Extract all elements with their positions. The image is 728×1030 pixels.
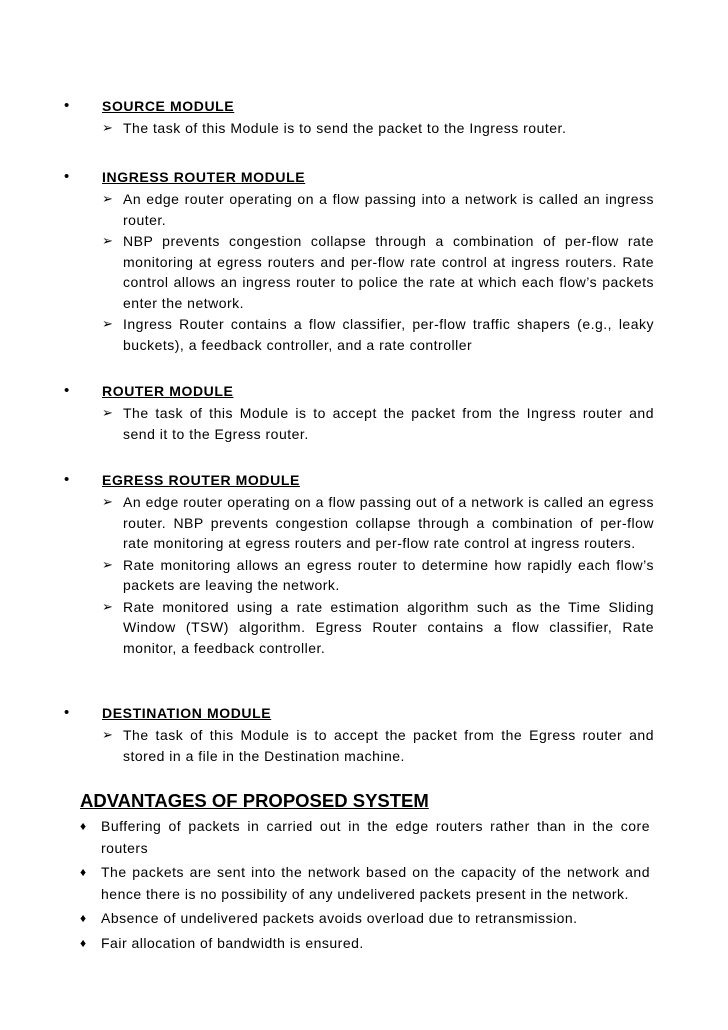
item-text: An edge router operating on a flow passing into a network is called an ingress router. bbox=[123, 191, 654, 228]
source-module-section bbox=[64, 96, 654, 140]
item-text: Absence of undelivered packets avoids overload due to retransmission. bbox=[101, 910, 578, 926]
advantages-heading: ADVANTAGES OF PROPOSED SYSTEM bbox=[80, 790, 429, 811]
item-text: The task of this Module is to accept the packet from the Egress router and stored in a file in the Destination machine. bbox=[123, 727, 654, 764]
list-item bbox=[64, 189, 654, 230]
bullet-icon: • bbox=[64, 471, 70, 488]
arrow-bullet-icon: ➢ bbox=[102, 316, 113, 331]
list-item bbox=[80, 816, 650, 859]
bullet-icon: • bbox=[64, 97, 70, 114]
arrow-bullet-icon: ➢ bbox=[102, 556, 113, 572]
item-text: The task of this Module is to send the packet to the Ingress router. bbox=[123, 120, 567, 136]
list-item bbox=[64, 597, 654, 659]
diamond-bullet-icon: ♦ bbox=[80, 911, 87, 925]
list-item bbox=[64, 555, 654, 596]
item-text: The task of this Module is to accept the packet from the Ingress router and send it to the Egress router. bbox=[123, 405, 654, 442]
arrow-bullet-icon: ➢ bbox=[102, 494, 113, 509]
destination-module-section bbox=[64, 703, 654, 767]
item-text: NBP prevents congestion collapse through a combination of per-flow rate monitoring at egress routers and per-flow rate control at ingress routers. Rate control allows an ingress router to police the rate at which each flow’s packets enter the network. bbox=[123, 233, 654, 311]
list-item bbox=[64, 725, 654, 766]
ingress-router-module-section bbox=[64, 167, 654, 356]
router-module-section bbox=[64, 381, 654, 445]
item-text: The packets are sent into the network based on the capacity of the network and hence there is no possibility of any undelivered packets present in the network. bbox=[101, 864, 650, 902]
bullet-icon: • bbox=[64, 168, 70, 185]
list-item bbox=[64, 403, 654, 444]
arrow-bullet-icon: ➢ bbox=[102, 120, 113, 135]
arrow-bullet-icon: ➢ bbox=[102, 598, 113, 614]
item-text: An edge router operating on a flow passing out of a network is called an egress router. NBP prevents congestion collapse through a combination of per-flow rate monitoring at egress routers and per-flow rate control at ingress routers. bbox=[123, 494, 654, 551]
list-item bbox=[80, 933, 650, 955]
arrow-bullet-icon: ➢ bbox=[102, 191, 113, 206]
diamond-bullet-icon: ♦ bbox=[80, 935, 87, 950]
item-text: Buffering of packets in carried out in the edge routers rather than in the core routers bbox=[101, 818, 650, 856]
list-item bbox=[64, 231, 654, 313]
module-title: ROUTER MODULE bbox=[102, 383, 234, 399]
module-title: INGRESS ROUTER MODULE bbox=[102, 169, 306, 185]
module-title: EGRESS ROUTER MODULE bbox=[102, 472, 300, 488]
bullet-icon: • bbox=[64, 704, 70, 721]
item-text: Rate monitored using a rate estimation algorithm such as the Time Sliding Window (TSW) algorithm. Egress Router contains a flow classifier, Rate monitor, a feedback controller. bbox=[123, 598, 654, 656]
list-item bbox=[64, 118, 654, 139]
item-text: Fair allocation of bandwidth is ensured. bbox=[101, 934, 364, 951]
egress-router-module-section bbox=[64, 470, 654, 659]
arrow-bullet-icon: ➢ bbox=[102, 233, 113, 248]
module-title: SOURCE MODULE bbox=[102, 98, 235, 114]
module-title: DESTINATION MODULE bbox=[102, 705, 272, 721]
list-item bbox=[80, 908, 650, 930]
advantages-list bbox=[80, 816, 650, 957]
bullet-icon: • bbox=[64, 382, 70, 399]
arrow-bullet-icon: ➢ bbox=[102, 405, 113, 420]
diamond-bullet-icon: ♦ bbox=[80, 819, 87, 833]
list-item bbox=[64, 314, 654, 355]
item-text: Rate monitoring allows an egress router to determine how rapidly each flow’s packets are leaving the network. bbox=[123, 556, 654, 593]
list-item bbox=[80, 862, 650, 905]
list-item bbox=[64, 492, 654, 554]
diamond-bullet-icon: ♦ bbox=[80, 865, 87, 879]
arrow-bullet-icon: ➢ bbox=[102, 727, 113, 742]
item-text: Ingress Router contains a flow classifier, per-flow traffic shapers (e.g., leaky buckets), a feedback controller, and a rate controller bbox=[123, 316, 654, 353]
